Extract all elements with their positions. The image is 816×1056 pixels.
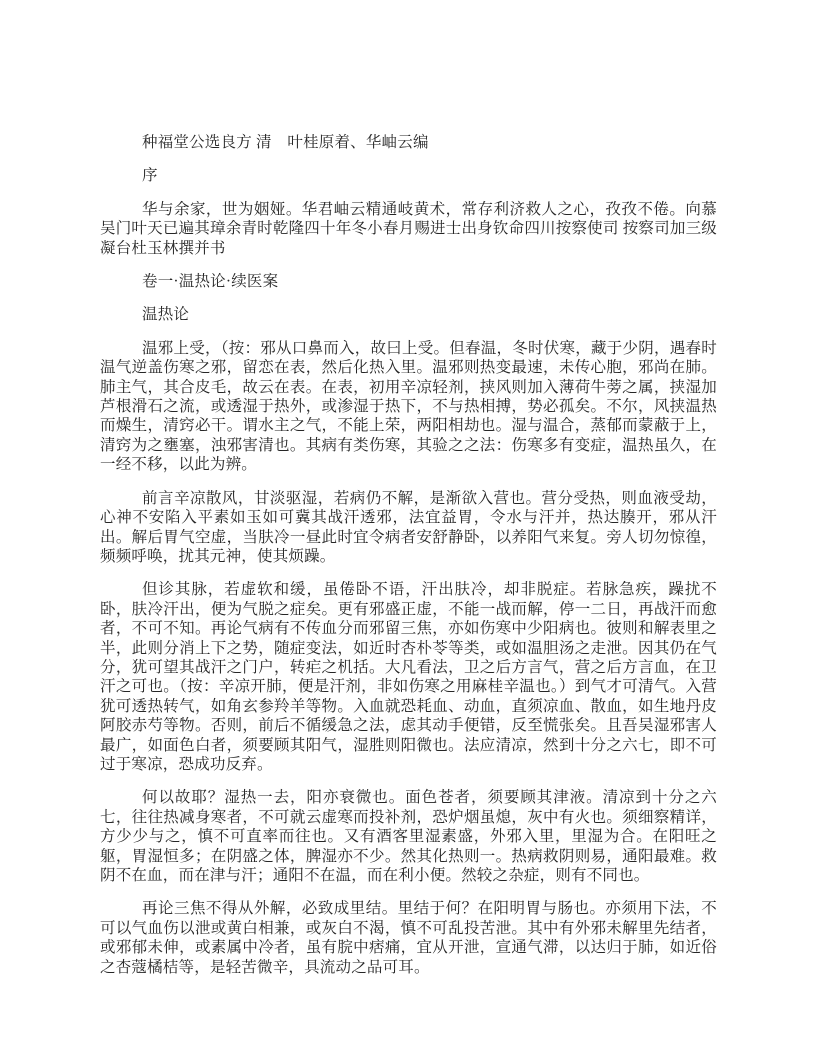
volume-heading: 卷一·温热论·续医案	[142, 273, 279, 291]
body-paragraph-2: 前言辛凉散风，甘淡驱湿，若病仍不解，是渐欲入营也。营分受热，则血液受劫，心神不安陷入平素如玉如可冀其战汗透邪，法宜益胃，令水与汗并，热达腠开，邪从汗出。解后胃气空虚，当肤冷一昼此时宜令病者安舒静卧，以养阳气来复。旁人切勿惊徨，频频呼唤，扰其元神，使其烦躁。	[100, 489, 717, 565]
body-paragraph-5: 再论三焦不得从外解，必致成里结。里结于何？在阳明胃与肠也。亦须用下法，不可以气血伤以泄或黄白相兼，或灰白不渴，慎不可乱投苦泄。其中有外邪未解里先结者，或邪郁未伸，或素属中冷者，虽有脘中痞痛，宜从开泄，宣通气滞，以达归于肺，如近俗之杏蔻橘桔等，是轻苦微辛，具流动之品可耳。	[100, 900, 717, 976]
document-title: 种福堂公选良方 清 叶桂原着、华岫云编	[142, 134, 429, 151]
body-paragraph-4: 何以故耶？湿热一去，阳亦衰微也。面色苍者，须要顾其津液。清凉到十分之六七，往往热减身寒者，不可就云虚寒而投补剂，恐炉烟虽熄，灰中有火也。须细察精详，方少少与之，慎不可直率而往也。又有酒客里湿素盛，外邪入里，里湿为合。在阳旺之躯，胃湿恒多；在阴盛之体，脾湿亦不少。然其化热则一。热病救阴则易，通阳最难。救阴不在血，而在津与汗；通阳不在温，而在利小便。然较之杂症，则有不同也。	[100, 789, 717, 884]
section-heading: 温热论	[142, 306, 190, 324]
body-paragraph-3: 但诊其脉，若虚软和缓，虽倦卧不语，汗出肤冷，却非脱症。若脉急疾，躁扰不卧，肤冷汗出，便为气脱之症矣。更有邪盛正虚，不能一战而解，停一二日，再战汗而愈者，不可不知。再论气病有不传血分而邪留三焦，亦如伤寒中少阳病也。彼则和解表里之半，此则分消上下之势，随症变法，如近时杏朴苓等类，或如温胆汤之走泄。因其仍在气分，犹可望其战汗之门户，转疟之机括。大凡看法，卫之后方言气，营之后方言血，在卫汗之可也。（按：辛凉开肺，便是汗剂，非如伤寒之用麻桂辛温也。）到气才可清气。入营犹可透热转气，如角玄参羚羊等物。入血就恐耗血、动血，直须凉血、散血，如生地丹皮阿胶赤芍等物。否则，前后不循缓急之法，虑其动手便错，反至慌张矣。且吾吴湿邪害人最广，如面色白者，须要顾其阳气，湿胜则阳微也。法应清凉，然到十分之六七，即不可过于寒凉，恐成功反弃。	[100, 581, 717, 773]
preface-paragraph: 华与余家，世为姻娅。华君岫云精通岐黄术，常存利济救人之心，孜孜不倦。向慕吴门叶天已遍其璋余青时乾隆四十年冬小春月赐进士出身钦命四川按察使司 按察司加三级凝台杜玉林撰并书	[100, 200, 717, 257]
body-paragraph-1: 温邪上受，（按：邪从口鼻而入，故曰上受。但春温，冬时伏寒，藏于少阴，遇春时温气逆盖伤寒之邪，留恋在表，然后化热入里。温邪则热变最速，未传心胞，邪尚在肺。肺主气，其合皮毛，故云在表。在表，初用辛凉轻剂，挟风则加入薄荷牛蒡之属，挟湿加芦根滑石之流，或透湿于热外，或渗湿于热下，不与热相搏，势必孤矣。不尔，风挟温热而燥生，清窍必干。谓水主之气，不能上荣，两阳相劫也。湿与温合，蒸郁而蒙蔽于上，清窍为之壅塞，浊邪害清也。其病有类伤寒，其验之之法：伤寒多有变症，温热虽久，在一经不移，以此为辨。	[100, 339, 717, 474]
preface-heading: 序	[142, 167, 158, 185]
